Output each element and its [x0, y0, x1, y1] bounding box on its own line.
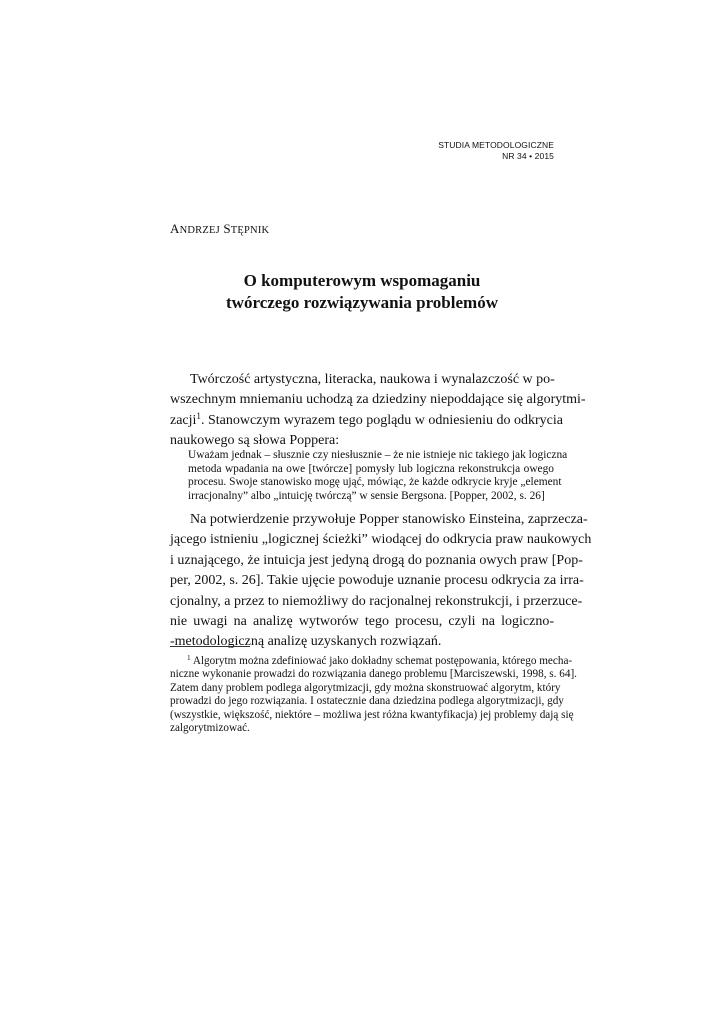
title-line-2: twórczego rozwiązywania problemów — [226, 293, 498, 312]
quote-line: procesu. Swoje stanowisko mogę ująć, mówiąc, że każde odkrycie kryje „element — [188, 476, 562, 489]
footnote-text: Algorytm można zdefiniować jako dokładny schemat postępowania, którego mecha- — [190, 655, 573, 667]
paragraph-2-line: jącego istnieniu „logicznej ścieżki” wiodącej do odkrycia praw naukowych — [170, 532, 592, 548]
footnote — [170, 654, 577, 735]
paragraph-2-line: per, 2002, s. 26]. Takie ujęcie powoduje uznanie procesu odkrycia za irra- — [170, 573, 584, 589]
paragraph-2-line: -metodologiczną analizę uzyskanych rozwiązań. — [170, 634, 442, 650]
footnote-ref[interactable]: 1 — [196, 410, 201, 421]
quote-line: irracjonalny” albo „intuicję twórczą” w sensie Bergsona. [Popper, 2002, s. 26] — [188, 489, 545, 502]
paragraph-1-text: . Stanowczym wyrazem tego poglądu w odniesieniu do odkrycia — [200, 412, 563, 428]
paragraph-2-line: nie uwagi na analizę wytworów tego procesu, czyli na logiczno- — [170, 614, 554, 630]
journal-issue: NR 34 • 2015 — [502, 151, 554, 161]
journal-header — [438, 140, 554, 162]
quote-line: metoda wpadania na owe [twórcze] pomysły lub logiczna rekonstrukcja owego — [188, 462, 554, 475]
paragraph-1-line: Twórczość artystyczna, literacka, naukowa i wynalazczość w po- — [190, 372, 555, 387]
author-first-rest: NDRZEJ — [179, 225, 220, 236]
paragraph-2-line: Na potwierdzenie przywołuje Popper stanowisko Einsteina, zaprzecza- — [190, 512, 588, 527]
footnote-line: zalgorytmizować. — [170, 722, 250, 735]
paragraph-2 — [170, 510, 592, 653]
footnote-line: prowadzi do jego rozwiązania. I ostatecznie dana dziedzina podlega algorytmizacji, gdy — [170, 695, 564, 708]
quote-line: Uważam jednak – słusznie czy niesłusznie – że nie istnieje nic takiego jak logiczna — [188, 449, 568, 461]
footnote-divider — [170, 646, 250, 647]
author-last-rest: TĘPNIK — [230, 225, 270, 236]
paragraph-2-line: i uznającego, że intuicja jest jedyną drogą do poznania owych praw [Pop- — [170, 552, 583, 568]
footnote-line — [170, 654, 573, 668]
title-line-1: O komputerowym wspomaganiu — [243, 271, 481, 290]
article-title — [170, 270, 554, 314]
author-last-initial: S — [223, 221, 231, 236]
block-quote — [188, 449, 568, 503]
footnote-marker: 1 — [187, 654, 191, 662]
author-name — [170, 221, 269, 237]
author-first-initial: A — [170, 221, 180, 236]
footnote-line: (wszystkie, większość, niektóre – możliwa jest różna kwantyfikacja) jej problemy dają się — [170, 708, 574, 721]
paragraph-1-text: zacji — [170, 412, 197, 428]
paragraph-2-line: cjonalny, a przez to niemożliwy do racjonalnej rekonstrukcji, i przerzuce- — [170, 593, 583, 609]
journal-name: STUDIA METODOLOGICZNE — [438, 140, 554, 150]
paragraph-1 — [170, 370, 586, 452]
paragraph-1-line — [170, 410, 563, 431]
footnote-line: niczne wykonanie prowadzi do rozwiązania danego problemu [Marciszewski, 1998, s. 64]. — [170, 668, 577, 681]
paragraph-1-line: wszechnym mniemaniu uchodzą za dziedziny niepoddające się algorytmi- — [170, 392, 586, 408]
paragraph-1-line: naukowego są słowa Poppera: — [170, 433, 340, 449]
footnote-line: Zatem dany problem podlega algorytmizacji, gdy można skonstruować algorytm, który — [170, 681, 561, 694]
